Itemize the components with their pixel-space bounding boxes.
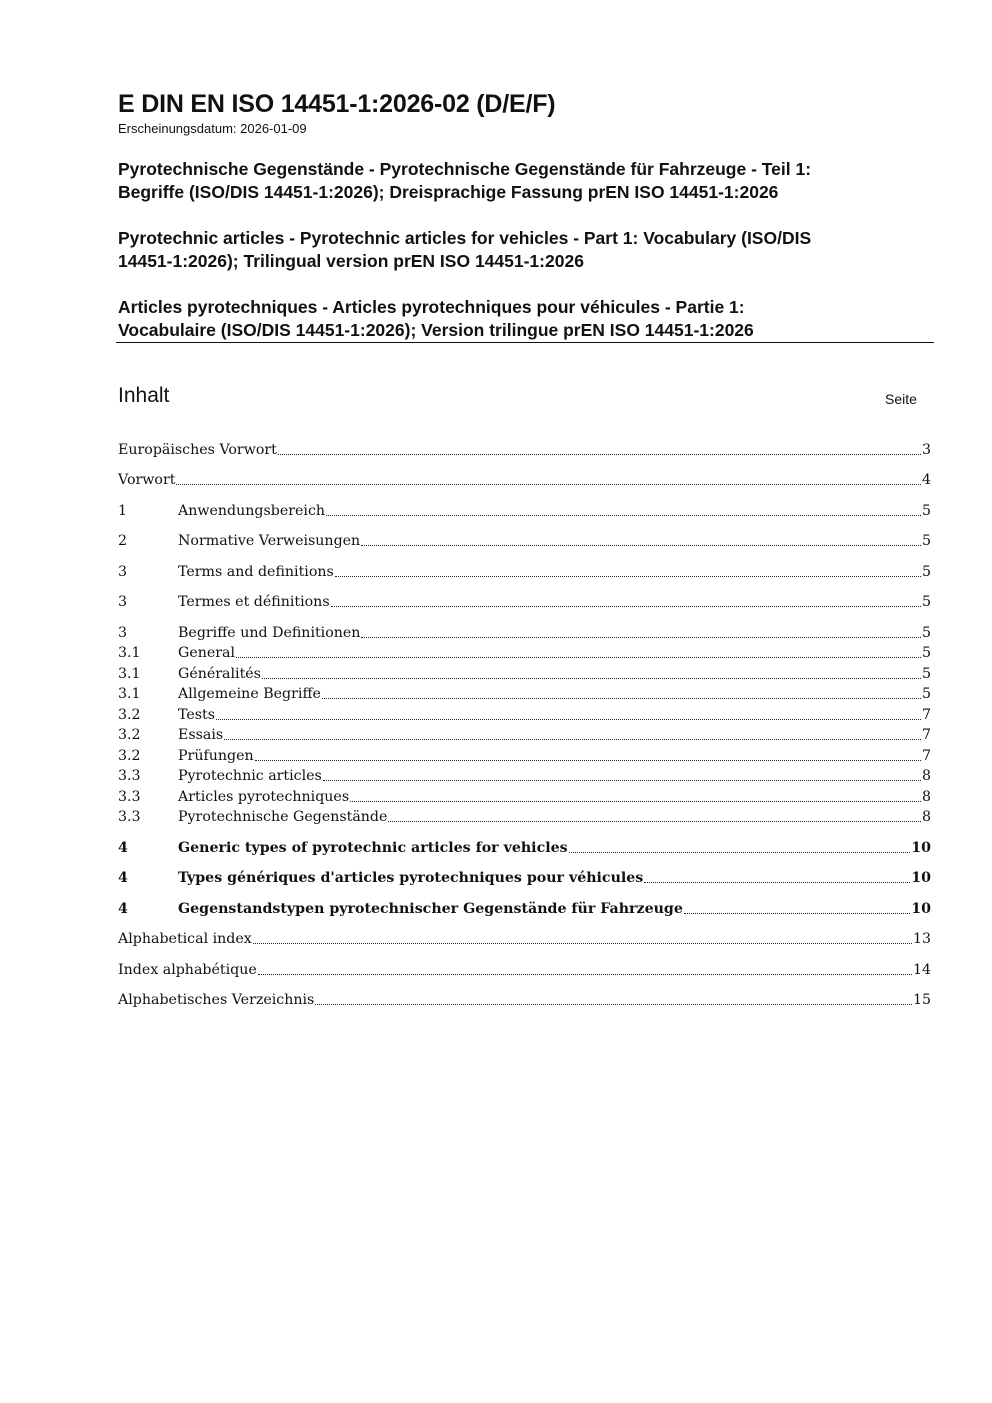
toc-leader-dots xyxy=(236,655,921,658)
toc-entry[interactable] xyxy=(118,785,931,807)
toc-entry-page: 5 xyxy=(921,625,931,641)
toc-entry[interactable] xyxy=(118,805,931,827)
toc-leader-dots xyxy=(350,799,921,802)
toc-entry-number: 3.3 xyxy=(118,768,141,784)
toc-entry-number: 3.1 xyxy=(118,666,141,682)
toc-entry[interactable] xyxy=(118,468,931,490)
toc-entry[interactable] xyxy=(118,590,931,612)
toc-entry[interactable] xyxy=(118,988,931,1010)
toc-leader-dots xyxy=(684,911,910,914)
toc-entry-title: Terms and definitions xyxy=(178,564,334,580)
toc-entry-title: Pyrotechnische Gegenstände xyxy=(178,809,388,825)
toc-entry-number: 3.2 xyxy=(118,727,141,743)
toc-entry-page: 5 xyxy=(921,686,931,702)
toc-entry-title: Normative Verweisungen xyxy=(178,533,361,549)
document-id: E DIN EN ISO 14451-1:2026-02 (D/E/F) xyxy=(118,90,556,118)
toc-entry-title: Gegenstandstypen pyrotechnischer Gegenstände für Fahrzeuge xyxy=(178,901,683,917)
toc-entry-number: 4 xyxy=(118,870,128,886)
toc-entry[interactable] xyxy=(118,744,931,766)
toc-entry-number: 3 xyxy=(118,564,128,580)
toc-leader-dots xyxy=(644,880,910,883)
toc-entry-title: Generic types of pyrotechnic articles for vehicles xyxy=(178,840,568,856)
toc-entry-title: Prüfungen xyxy=(178,748,254,764)
toc-entry-page: 8 xyxy=(921,789,931,805)
toc-entry-number: 1 xyxy=(118,503,128,519)
toc-entry[interactable] xyxy=(118,529,931,551)
toc-leader-dots xyxy=(361,543,921,546)
toc-entry-page: 5 xyxy=(921,645,931,661)
toc-entry-page: 15 xyxy=(912,992,931,1008)
toc-entry-title: General xyxy=(178,645,236,661)
toc-entry-title: Types génériques d'articles pyrotechniques pour véhicules xyxy=(178,870,644,886)
toc-entry-page: 5 xyxy=(921,594,931,610)
toc-leader-dots xyxy=(176,482,921,485)
toc-leader-dots xyxy=(388,819,921,822)
toc-leader-dots xyxy=(253,941,912,944)
toc-entry[interactable] xyxy=(118,927,931,949)
toc-leader-dots xyxy=(335,574,921,577)
toc-entry-title: Articles pyrotechniques xyxy=(178,789,350,805)
toc-leader-dots xyxy=(331,604,921,607)
toc-entry-page: 3 xyxy=(921,442,931,458)
toc-leader-dots xyxy=(326,513,921,516)
toc-entry-title: Begriffe und Definitionen xyxy=(178,625,361,641)
toc-entry-number: 3.3 xyxy=(118,789,141,805)
toc-entry-title: Index alphabétique xyxy=(118,962,257,978)
toc-entry-title: Allgemeine Begriffe xyxy=(178,686,321,702)
toc-entry-title: Essais xyxy=(178,727,224,743)
publication-date: Erscheinungsdatum: 2026-01-09 xyxy=(118,121,307,136)
toc-entry[interactable] xyxy=(118,682,931,704)
title-divider xyxy=(116,342,934,343)
toc-leader-dots xyxy=(569,850,911,853)
toc-leader-dots xyxy=(262,676,921,679)
toc-entry-title: Europäisches Vorwort xyxy=(118,442,277,458)
toc-entry-number: 4 xyxy=(118,840,128,856)
toc-entry-page: 4 xyxy=(921,472,931,488)
toc-entry[interactable] xyxy=(118,764,931,786)
toc-leader-dots xyxy=(361,635,921,638)
toc-entry-page: 14 xyxy=(912,962,931,978)
toc-entry-page: 5 xyxy=(921,503,931,519)
toc-entry-page: 8 xyxy=(921,809,931,825)
toc-entry-page: 10 xyxy=(911,840,931,856)
toc-leader-dots xyxy=(322,696,921,699)
toc-entry-page: 5 xyxy=(921,564,931,580)
toc-entry-number: 3.1 xyxy=(118,645,141,661)
toc-leader-dots xyxy=(258,972,912,975)
toc-entry-number: 3 xyxy=(118,625,128,641)
toc-entry-number: 3.1 xyxy=(118,686,141,702)
toc-entry-title: Alphabetisches Verzeichnis xyxy=(118,992,315,1008)
toc-entry-title: Termes et définitions xyxy=(178,594,330,610)
toc-entry-number: 3.2 xyxy=(118,748,141,764)
toc-entry-page: 5 xyxy=(921,666,931,682)
toc-entry-page: 8 xyxy=(921,768,931,784)
toc-entry-title: Généralités xyxy=(178,666,261,682)
title-french: Articles pyrotechniques - Articles pyrotechniques pour véhicules - Partie 1: Vocabulaire (ISO/DIS 14451-1:2026); Version trilingue prEN ISO 14451-1:2026 xyxy=(118,297,754,340)
title-german: Pyrotechnische Gegenstände - Pyrotechnische Gegenstände für Fahrzeuge - Teil 1: Begriffe (ISO/DIS 14451-1:2026); Dreisprachige Fassung prEN ISO 14451-1:2026 xyxy=(118,159,812,202)
toc-entry[interactable] xyxy=(118,560,931,582)
toc-entry-number: 3.2 xyxy=(118,707,141,723)
toc-heading: Inhalt xyxy=(118,384,170,407)
toc-leader-dots xyxy=(315,1002,912,1005)
toc-entry[interactable] xyxy=(118,662,931,684)
toc-entry-page: 10 xyxy=(911,870,931,886)
toc-entry-title: Tests xyxy=(178,707,216,723)
toc-entry[interactable] xyxy=(118,621,931,643)
toc-page-label: Seite xyxy=(885,391,917,407)
toc-entry[interactable] xyxy=(118,703,931,725)
toc-entry-page: 7 xyxy=(921,727,931,743)
toc-entry-title: Alphabetical index xyxy=(118,931,252,947)
toc-entry[interactable] xyxy=(118,499,931,521)
toc-entry-number: 2 xyxy=(118,533,128,549)
toc-entry-page: 7 xyxy=(921,748,931,764)
toc-entry-number: 4 xyxy=(118,901,128,917)
toc-entry[interactable] xyxy=(118,641,931,663)
toc-entry[interactable] xyxy=(118,958,931,980)
toc-entry-page: 5 xyxy=(921,533,931,549)
toc-leader-dots xyxy=(323,778,921,781)
toc-entry-title: Pyrotechnic articles xyxy=(178,768,322,784)
toc-entry-title: Anwendungsbereich xyxy=(178,503,326,519)
toc-entry-page: 10 xyxy=(911,901,931,917)
toc-entry-title: Vorwort xyxy=(118,472,176,488)
toc-entry[interactable] xyxy=(118,836,931,858)
toc-leader-dots xyxy=(224,737,921,740)
toc-leader-dots xyxy=(216,717,921,720)
toc-entry-number: 3 xyxy=(118,594,128,610)
toc-entry-page: 7 xyxy=(921,707,931,723)
toc-entry-number: 3.3 xyxy=(118,809,141,825)
toc-entry-page: 13 xyxy=(912,931,931,947)
title-english: Pyrotechnic articles - Pyrotechnic articles for vehicles - Part 1: Vocabulary (ISO/DIS 14451-1:2026); Trilingual version prEN ISO 14451-1:2026 xyxy=(118,228,812,271)
toc-entry[interactable] xyxy=(118,723,931,745)
toc-entry[interactable] xyxy=(118,897,931,919)
toc-leader-dots xyxy=(255,758,921,761)
toc-leader-dots xyxy=(278,452,921,455)
toc-entry[interactable] xyxy=(118,866,931,888)
toc-entry[interactable] xyxy=(118,438,931,460)
